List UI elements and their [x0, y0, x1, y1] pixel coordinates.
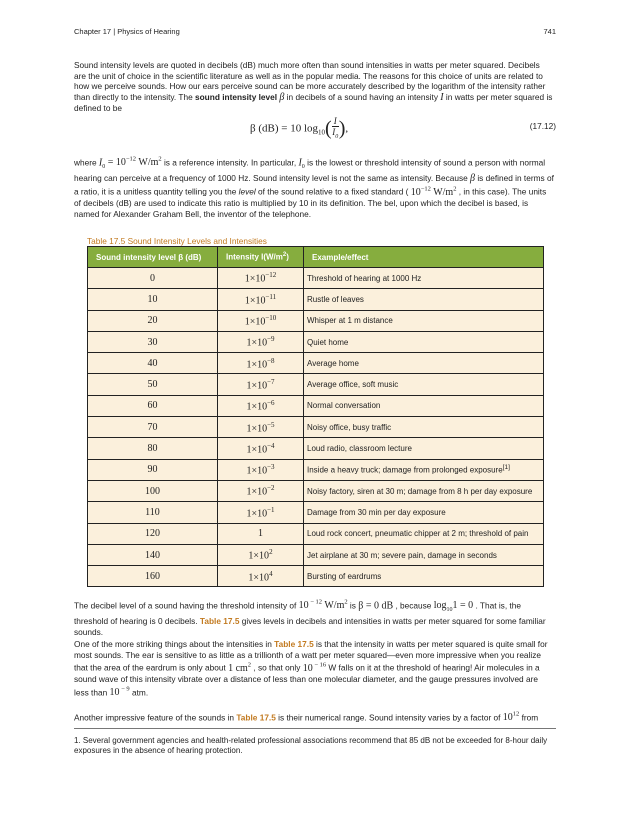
effect-cell: Bursting of eardrums — [304, 566, 544, 587]
intensity-cell: $1\times 10^{-1}$ — [218, 502, 304, 523]
term-sound-intensity-level: sound intensity level — [195, 91, 278, 102]
table-row — [88, 502, 544, 523]
effect-cell: Average office, soft music — [304, 374, 544, 395]
table-row — [88, 395, 544, 416]
table-row — [88, 289, 544, 310]
intensity-cell: $1\times 10^{-8}$ — [218, 353, 304, 374]
page-number: 741 — [543, 27, 556, 36]
intensity-cell: $1\times 10^{-3}$ — [218, 459, 304, 480]
table-body — [88, 268, 544, 587]
effect-cell: Loud radio, classroom lecture — [304, 438, 544, 459]
footnote-ref[interactable]: [1] — [502, 464, 510, 472]
level-cell: 10 — [88, 289, 218, 310]
intensity-cell: $1\times 10^{-12}$ — [218, 268, 304, 289]
intensity-cell: $1\times 10^4$ — [218, 566, 304, 587]
level-cell: 100 — [88, 480, 218, 501]
level-cell: 0 — [88, 268, 218, 289]
effect-cell: Inside a heavy truck; damage from prolonged exposure[1] — [304, 459, 544, 480]
equation-17-12: β (dB) = 10 $\log_{10}$( $\frac{I}{I_0}$), — [250, 116, 349, 140]
table-row — [88, 268, 544, 289]
intensity-cell: $1\times 10^{-4}$ — [218, 438, 304, 459]
intensity-cell: $1\times 10^{-11}$ — [218, 289, 304, 310]
effect-cell: Quiet home — [304, 331, 544, 352]
footnote: 1. Several government agencies and health-related professional associations recommend that 85 dB not be exceeded for 8-hour daily exposures in the absence of hearing protection. — [74, 736, 548, 755]
table-row — [88, 353, 544, 374]
level-cell: 40 — [88, 353, 218, 374]
intensity-cell: $1\times 10^{-2}$ — [218, 480, 304, 501]
intensity-cell: $1\times 10^{-7}$ — [218, 374, 304, 395]
table-17-5-link[interactable]: Table 17.5 — [274, 639, 314, 649]
level-cell: 110 — [88, 502, 218, 523]
table-row — [88, 480, 544, 501]
threshold-paragraph: The decibel level of a sound having the threshold intensity of 10 $^{- 12}$ $W/m^2$ is β = 0 dB , because $\log_{10}1 = 0$ . That is, the threshold of hearing is 0 decibels. Table 17.5 gives levels in decibels and intensities in watts per meter squared for some familiar sounds. — [74, 599, 546, 637]
table-row — [88, 459, 544, 480]
definition-paragraph: where $I_0 = 10^{-12}$ $W/m^2$ is a reference intensity. In particular, $I_0$ is the lowest or threshold intensity of sound a person with normal hearing can perceive at a frequency of 1000 Hz. Sound intensity level is not the same as intensity. Because β is defined in terms of a ratio, it is a unitless quantity telling you the level of the sound relative to a fixed standard ( $10^{-12}$ $W/m^2$ , in this case). The units of decibels (dB) are used to indicate this ratio is multiplied by 10 in its definition. The bel, upon which the decibel is based, is named for Alexander Graham Bell, the inventor of the telephone. — [74, 156, 554, 219]
effect-cell: Average home — [304, 353, 544, 374]
intensity-cell: $1\times 10^{-6}$ — [218, 395, 304, 416]
effect-cell: Loud rock concert, pneumatic chipper at 2 m; threshold of pain — [304, 523, 544, 544]
small-intensity-paragraph: One of the more striking things about the intensities in Table 17.5 is that the intensity in watts per meter squared is quite small for most sounds. The ear is sensitive to as little as a trillionth of a watt per meter squared—even more impressive when you realize that the area of the eardrum is only about 1 $cm^2$ , so that only 10 $^{- 16}$ W falls on it at the threshold of hearing! Air molecules in a sound wave of this intensity vibrate over a distance of less than one molecular diameter, and the gauge pressures involved are less than 10 $^{- 9}$ atm. — [74, 639, 548, 699]
footnote-divider — [74, 728, 556, 729]
level-cell: 120 — [88, 523, 218, 544]
effect-cell: Jet airplane at 30 m; severe pain, damage in seconds — [304, 544, 544, 565]
intensity-cell: 1 — [218, 523, 304, 544]
running-header: Chapter 17 | Physics of Hearing — [74, 27, 180, 36]
table-row — [88, 544, 544, 565]
intro-paragraph: Sound intensity levels are quoted in decibels (dB) much more often than sound intensities in watts per meter squared. Decibels are the unit of choice in the scientific literature as well as in the popular media. The reasons for this choice of units are related to how we perceive sounds. How our ears perceive sound can be more accurately described by the logarithm of the intensity rather than directly to the intensity. The sound intensity level β in decibels of a sound having an intensity I in watts per meter squared is defined to be — [74, 60, 553, 114]
table-row — [88, 374, 544, 395]
level-cell: 20 — [88, 310, 218, 331]
column-header-effect: Example/effect — [304, 247, 544, 268]
level-cell: 70 — [88, 417, 218, 438]
table-caption: Table 17.5 Sound Intensity Levels and Intensities — [87, 236, 267, 246]
table-row — [88, 310, 544, 331]
column-header-level: Sound intensity level β (dB) — [88, 247, 218, 268]
intensity-cell: $1\times 10^2$ — [218, 544, 304, 565]
table-row — [88, 331, 544, 352]
effect-cell: Threshold of hearing at 1000 Hz — [304, 268, 544, 289]
column-header-intensity: Intensity $I(W/m^2)$ — [218, 247, 304, 268]
table-row — [88, 417, 544, 438]
table-row — [88, 438, 544, 459]
level-cell: 90 — [88, 459, 218, 480]
effect-cell: Noisy factory, siren at 30 m; damage from 8 h per day exposure — [304, 480, 544, 501]
table-17-5-link[interactable]: Table 17.5 — [236, 712, 276, 723]
table-row — [88, 566, 544, 587]
level-cell: 140 — [88, 544, 218, 565]
intensity-cell: $1\times 10^{-10}$ — [218, 310, 304, 331]
effect-cell: Noisy office, busy traffic — [304, 417, 544, 438]
level-cell: 80 — [88, 438, 218, 459]
intensity-cell: $1\times 10^{-9}$ — [218, 331, 304, 352]
level-cell: 30 — [88, 331, 218, 352]
level-cell: 160 — [88, 566, 218, 587]
effect-cell: Whisper at 1 m distance — [304, 310, 544, 331]
effect-cell: Rustle of leaves — [304, 289, 544, 310]
sound-intensity-table — [87, 246, 544, 587]
intensity-cell: $1\times 10^{-5}$ — [218, 417, 304, 438]
table-header-row — [88, 247, 544, 268]
level-cell: 60 — [88, 395, 218, 416]
level-cell: 50 — [88, 374, 218, 395]
table-17-5-link[interactable]: Table 17.5 — [199, 615, 240, 626]
effect-cell: Normal conversation — [304, 395, 544, 416]
equation-number: (17.12) — [529, 121, 556, 131]
table-row — [88, 523, 544, 544]
range-paragraph: Another impressive feature of the sounds in Table 17.5 is their numerical range. Sound intensity varies by a factor of $10^{12}$ from — [74, 711, 539, 724]
effect-cell: Damage from 30 min per day exposure — [304, 502, 544, 523]
